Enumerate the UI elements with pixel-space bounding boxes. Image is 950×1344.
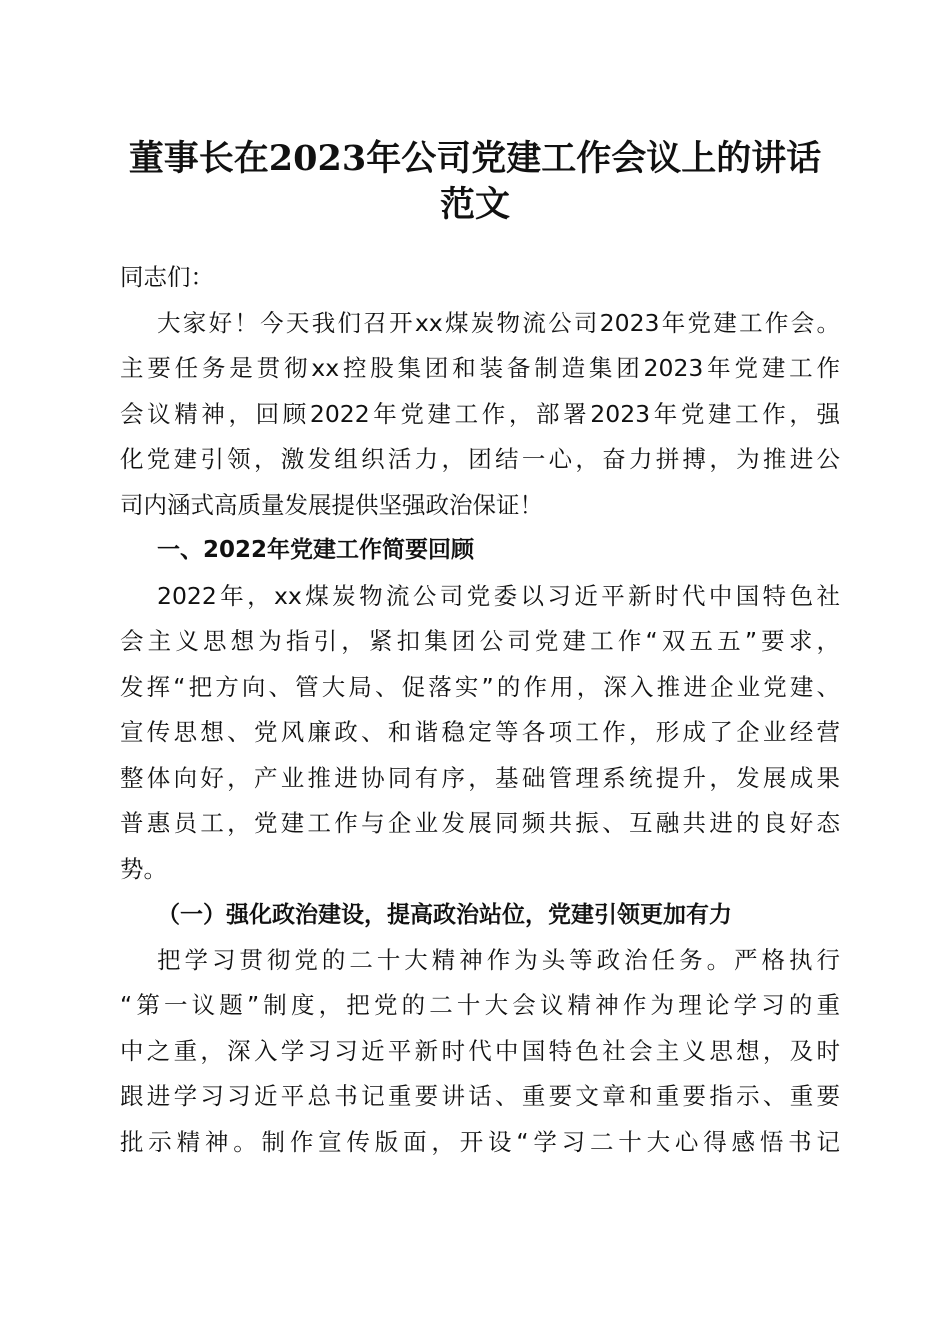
subsection-paragraph-line: 把学习贯彻党的二十大精神作为头等政治任务。严格执行 [157, 945, 840, 974]
document-body [120, 255, 840, 1165]
intro-line: 司内涵式高质量发展提供坚强政治保证！ [120, 490, 543, 519]
section-paragraph-line: 发挥“把方向、管大局、促落实”的作用，深入推进企业党建、 [120, 672, 840, 701]
subsection-paragraph-line: 批示精神。制作宣传版面，开设“学习二十大心得感悟书记 [120, 1127, 840, 1156]
document-title-line1: 董事长在2023年公司党建工作会议上的讲话 [128, 138, 822, 179]
intro-line: 主要任务是贯彻xx控股集团和装备制造集团2023年党建工作 [120, 354, 840, 382]
section-paragraph-line: 2022年，xx煤炭物流公司党委以习近平新时代中国特色社 [157, 581, 840, 610]
section-paragraph-line: 会主义思想为指引，紧扣集团公司党建工作“双五五”要求， [120, 627, 840, 655]
section-paragraph-line: 宣传思想、党风廉政、和谐稳定等各项工作，形成了企业经营 [120, 718, 840, 746]
subsection-paragraph-line: 中之重，深入学习习近平新时代中国特色社会主义思想，及时 [120, 1036, 840, 1065]
section-heading: 一、2022年党建工作简要回顾 [157, 537, 475, 563]
section-paragraph-line: 势。 [120, 854, 167, 883]
salutation: 同志们： [120, 263, 214, 291]
document-title-line2: 范文 [439, 184, 510, 225]
subsection-paragraph-line: 跟进学习习近平总书记重要讲话、重要文章和重要指示、重要 [120, 1082, 840, 1110]
subsection-paragraph-line: “第一议题”制度，把党的二十大会议精神作为理论学习的重 [120, 991, 840, 1019]
intro-line: 会议精神，回顾2022年党建工作，部署2023年党建工作，强 [120, 399, 840, 428]
intro-line: 化党建引领，激发组织活力，团结一心，奋力拼搏，为推进公 [120, 445, 840, 473]
intro-line: 大家好！今天我们召开xx煤炭物流公司2023年党建工作会。 [157, 308, 840, 337]
section-paragraph-line: 普惠员工，党建工作与企业发展同频共振、互融共进的良好态 [120, 809, 840, 837]
subsection-heading: （一）强化政治建设，提高政治站位，党建引领更加有力 [157, 901, 732, 928]
section-paragraph-line: 整体向好，产业推进协同有序，基础管理系统提升，发展成果 [120, 763, 840, 792]
